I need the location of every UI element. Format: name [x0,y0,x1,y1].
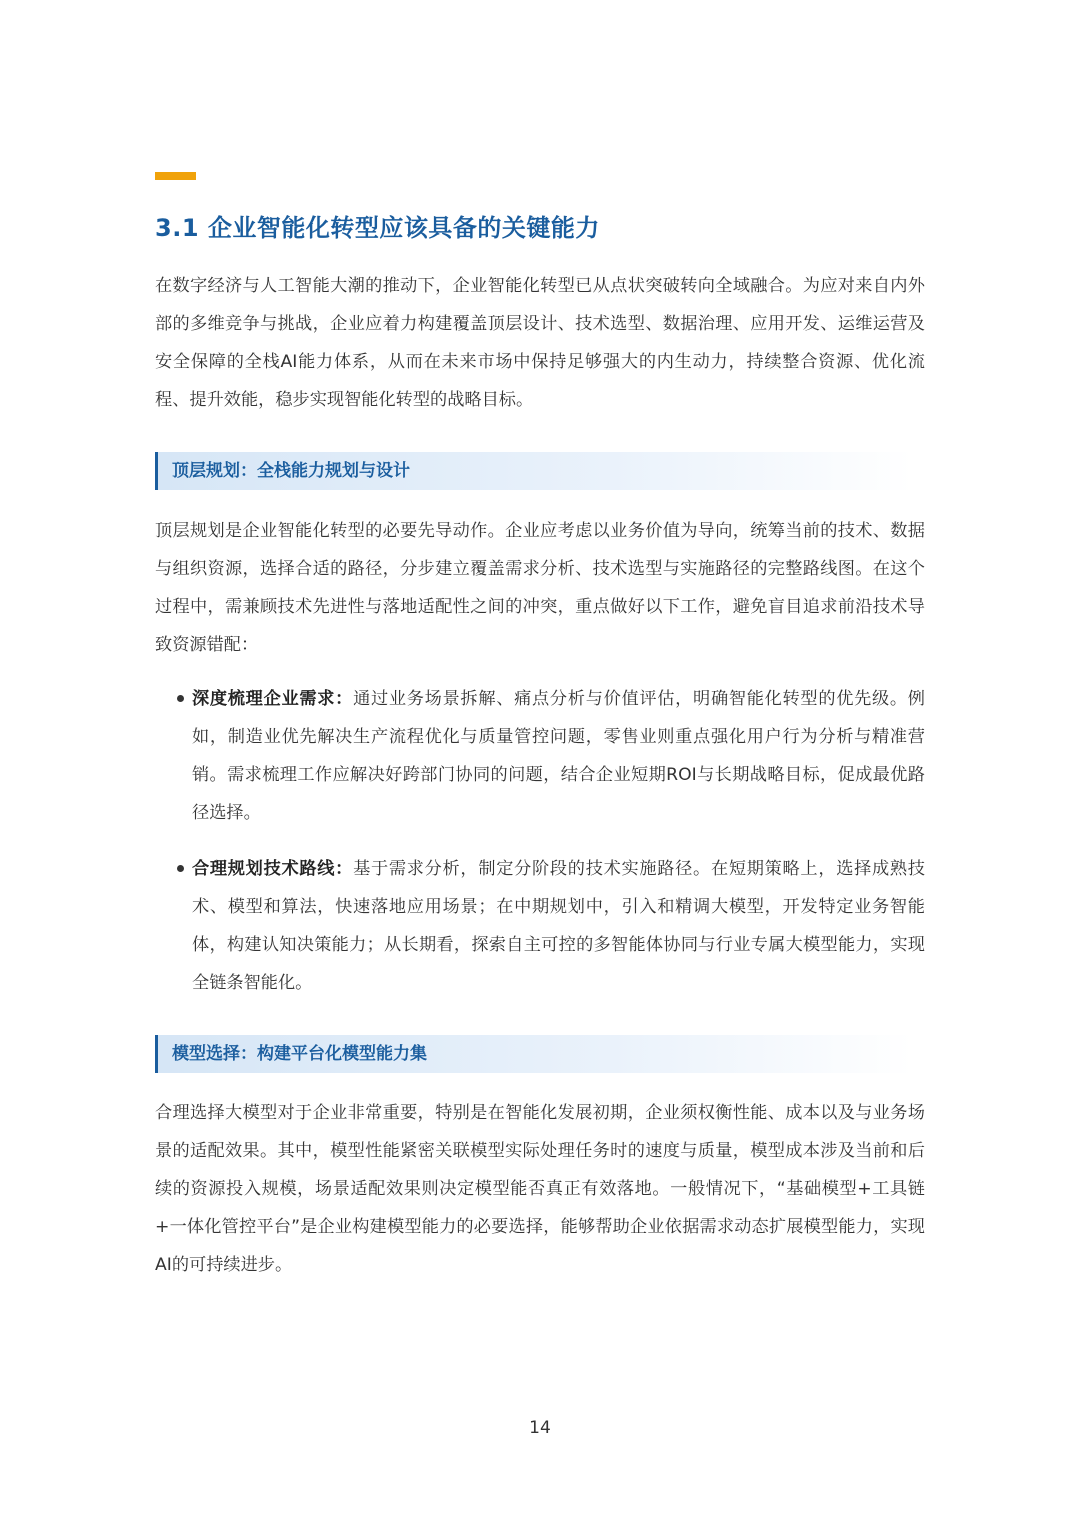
bullet-body: 基于需求分析，制定分阶段的技术实施路径。在短期策略上，选择成熟技术、模型和算法，快速落地应用场景；在中期规划中，引入和精调大模型，开发特定业务智能体，构建认知决策能力；从长期看，探索自主可控的多智能体协同与行业专属大模型能力，实现全链条智能化。 [192,859,925,993]
bullet-body: 通过业务场景拆解、痛点分析与价值评估，明确智能化转型的优先级。例如，制造业优先解决生产流程优化与质量管控问题，零售业则重点强化用户行为分析与精准营销。需求梳理工作应解决好跨部门协同的问题，结合企业短期ROI与长期战略目标，促成最优路径选择。 [192,689,925,823]
subheading-top-design-label: 顶层规划：全栈能力规划与设计 [172,461,410,481]
intro-paragraph: 在数字经济与人工智能大潮的推动下，企业智能化转型已从点状突破转向全域融合。为应对来自内外部的多维竞争与挑战，企业应着力构建覆盖顶层设计、技术选型、数据治理、应用开发、运维运营及安全保障的全栈AI能力体系，从而在未来市场中保持足够强大的内生动力，持续整合资源、优化流程、提升效能，稳步实现智能化转型的战略目标。 [155,276,925,410]
subheading-top-design [155,452,913,490]
bullet-dot-icon [177,865,184,872]
top-design-paragraph: 顶层规划是企业智能化转型的必要先导动作。企业应考虑以业务价值为导向，统筹当前的技术、数据与组织资源，选择合适的路径，分步建立覆盖需求分析、技术选型与实施路径的完整路线图。在这个过程中，需兼顾技术先进性与落地适配性之间的冲突，重点做好以下工作，避免盲目追求前沿技术导致资源错配： [155,521,925,655]
page-number: 14 [529,1418,551,1438]
bullet-text [192,850,925,1002]
subheading-model-selection [155,1035,913,1073]
model-selection-paragraph: 合理选择大模型对于企业非常重要，特别是在智能化发展初期，企业须权衡性能、成本以及与业务场景的适配效果。其中，模型性能紧密关联模型实际处理任务时的速度与质量，模型成本涉及当前和后续的资源投入规模，场景适配效果则决定模型能否真正有效落地。一般情况下，“基础模型+工具链+一体化管控平台”是企业构建模型能力的必要选择，能够帮助企业依据需求动态扩展模型能力，实现AI的可持续进步。 [155,1103,925,1275]
bullet-label: 合理规划技术路线： [192,859,354,879]
section-accent-bar [155,172,196,180]
bullet-text [192,680,925,832]
subheading-model-selection-label: 模型选择：构建平台化模型能力集 [172,1044,427,1064]
section-title: 3.1 企业智能化转型应该具备的关键能力 [155,214,600,242]
bullet-label: 深度梳理企业需求： [192,689,354,709]
bullet-dot-icon [177,695,184,702]
